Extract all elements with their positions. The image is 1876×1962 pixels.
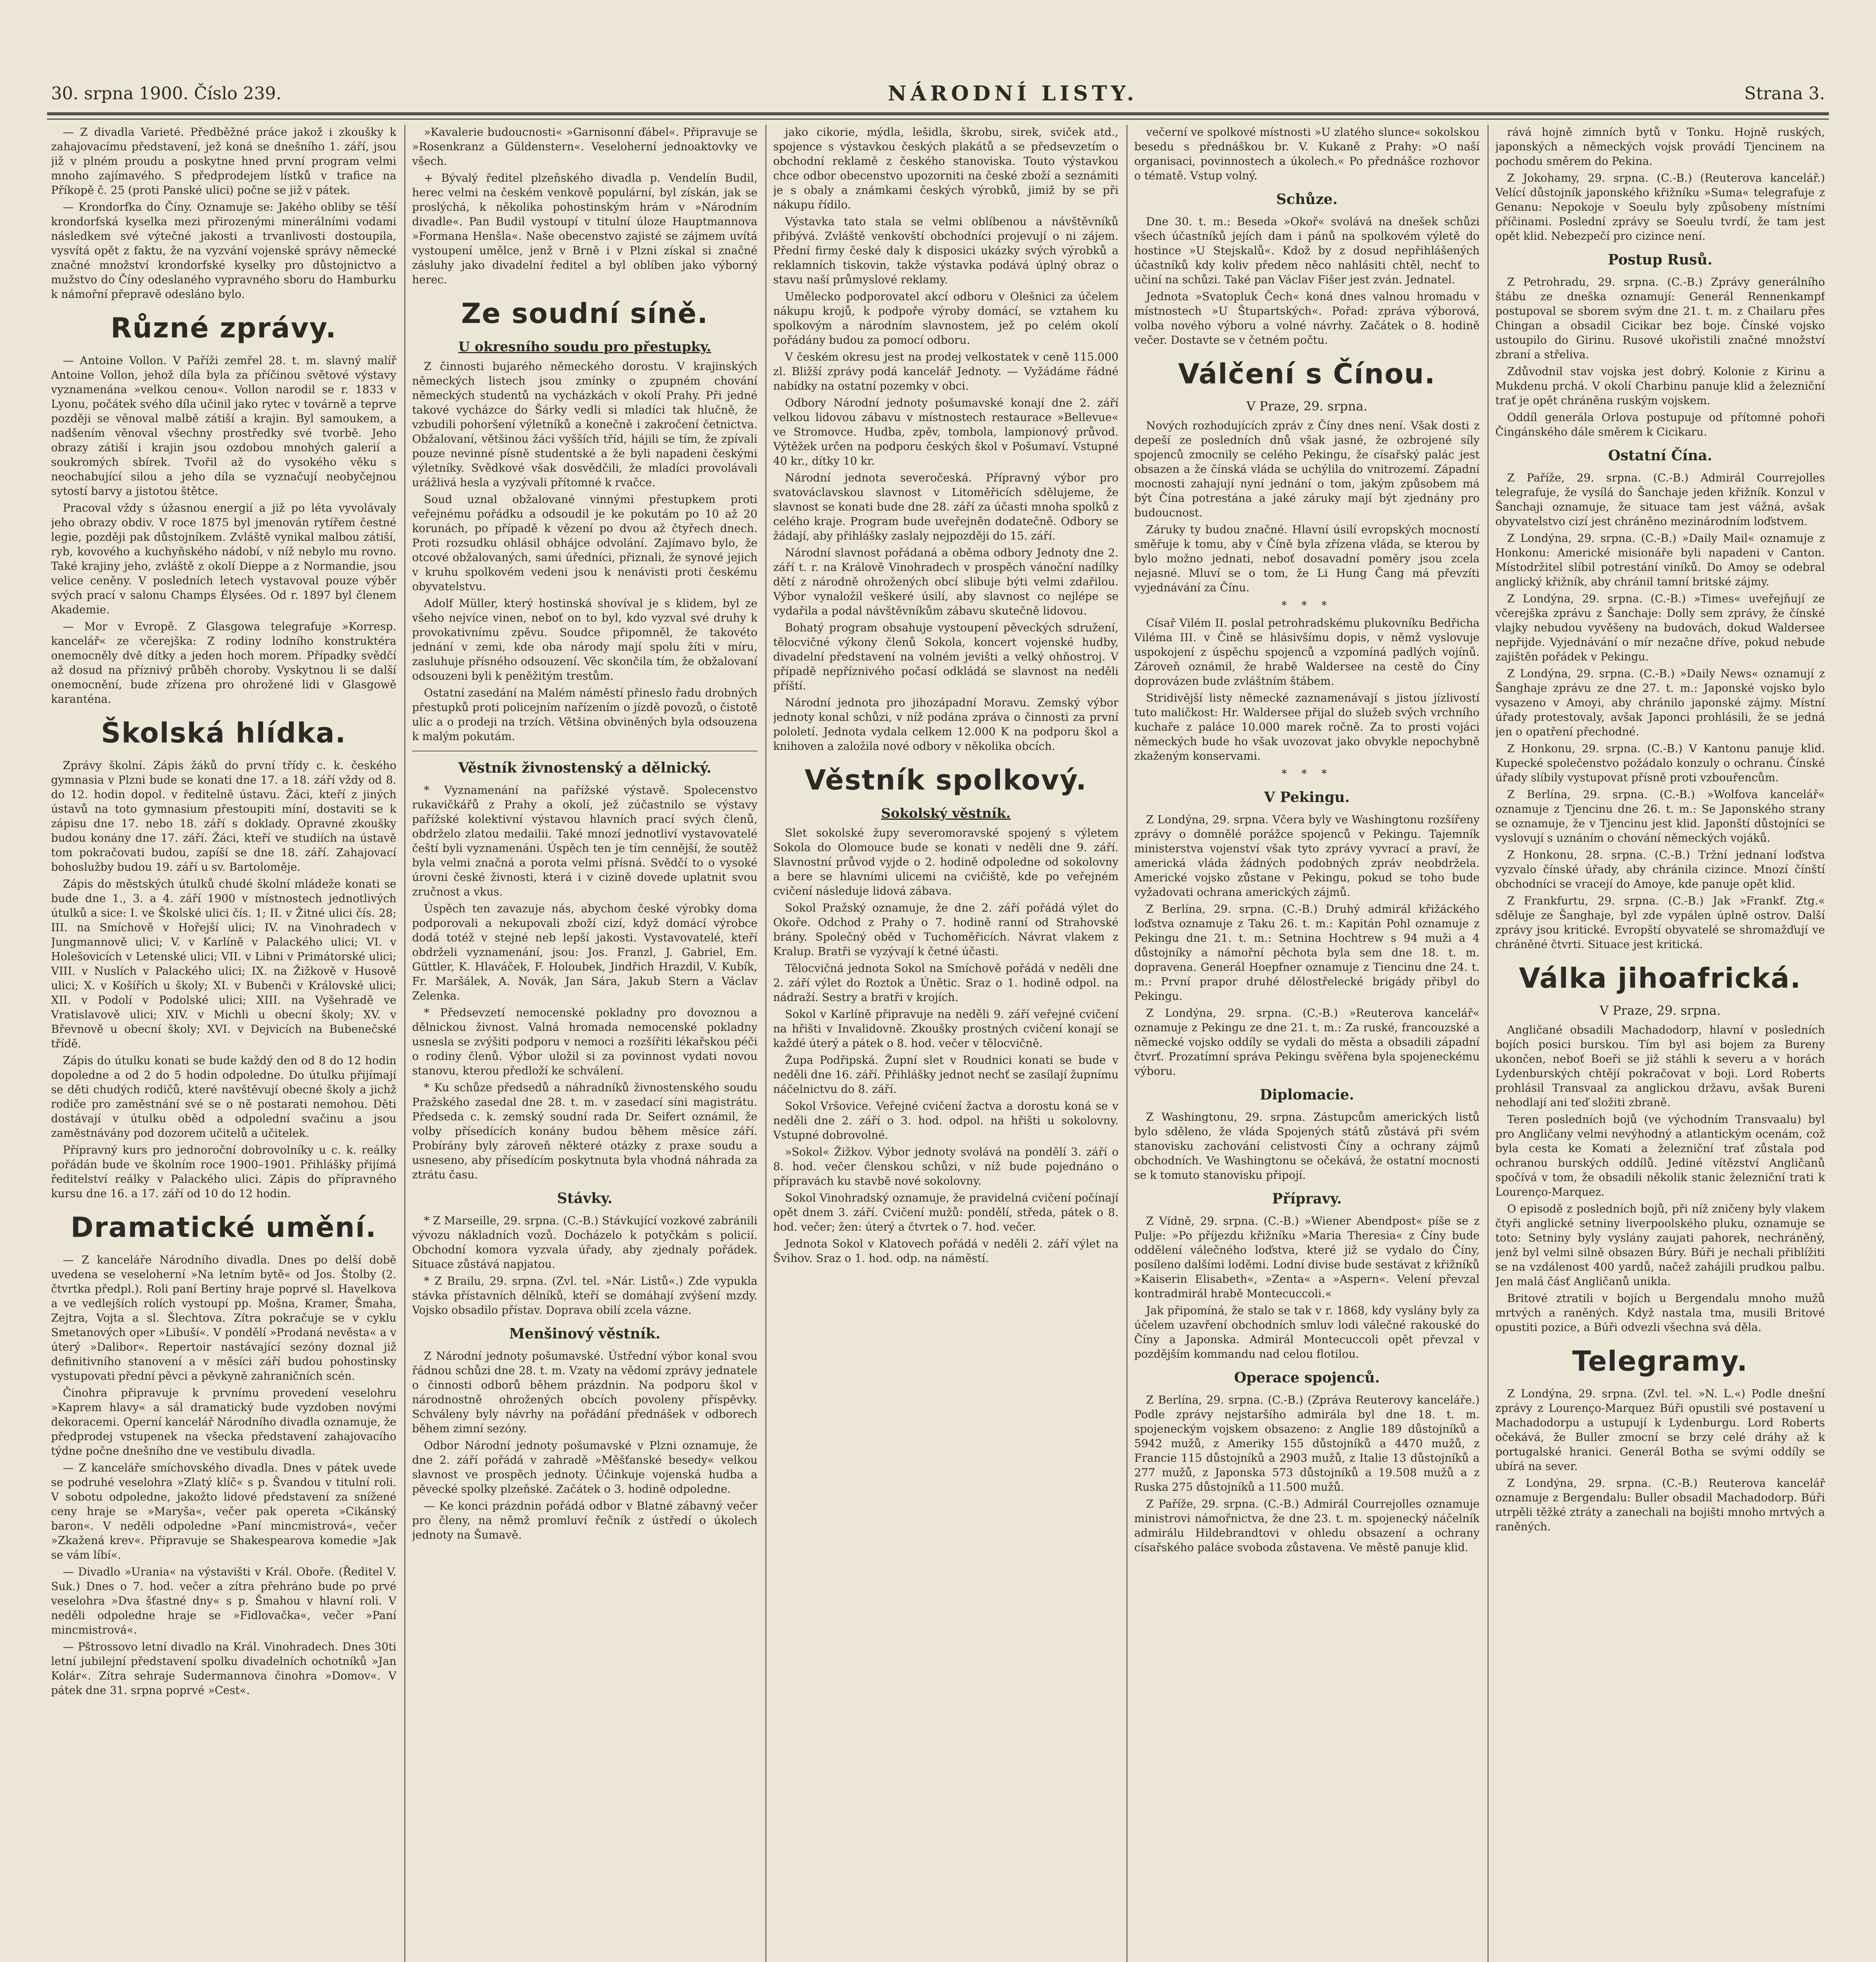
article-paragraph: Soud uznal obžalované vinnými přestupkem proti veřejnému pořádku a odsoudil je ke pokutám po 10 až 20 korunách, po případě k vězení po dvou až čtyřech dnech. Proti rozsudku ohlásil obhájce odvolání. Zajímavo bylo, že otcové obžalovaných, sami úředníci, přiznali, že synové jejich v kruhu spolkovém vedeni jsou k nenávisti proti českému obyvatelstvu. xyxy=(412,493,757,593)
article-paragraph: Adolf Müller, který hostinská shovíval je s klidem, byl ze všeho nejvíce vinen, neboť on to byl, kdo vyzval své druhy k provokativnímu zpěvu. Soudce připomněl, že takovéto jednání v zemi, kde oba národy mají spolu žíti v míru, zasluhuje přísného odsouzení. Věc skončila tím, že obžalovaní odsouzeni byli k peněžitým trestům. xyxy=(412,597,757,682)
subsection-heading: V Pekingu. xyxy=(1264,789,1350,806)
subsection-heading: Ostatní Čína. xyxy=(1608,447,1712,464)
article-paragraph: Z Národní jednoty pošumavské. Ústřední výbor konal svou řádnou schůzi dne 28. t. m. Vzaty na vědomí zprávy jednatele o činnosti odborů během prázdnin. Na podporu škol v národnostně ohrožených obcích povoleny příspěvky. Schváleny byly návrhy na pořádání přednášek v odborech během zimní sezóny. xyxy=(412,1349,757,1435)
article-paragraph: — Pštrossovo letní divadlo na Král. Vinohradech. Dnes 30ti letní jubilejní představení spolku divadelních ochotníků »Jan Kolár«. Zítra sehraje Sudermannova činohra »Domov«. V pátek dne 31. srpna poprvé »Cest«. xyxy=(51,1640,396,1697)
article-paragraph: Jak připomíná, že stalo se tak v r. 1868, kdy vyslány byly za účelem uzavření obchodních smluv lodi válečné rakouské do Číny a Japonska. Admirál Montecuccoli opět převzal v pozdějším kommandu nad celou flotilou. xyxy=(1134,1304,1480,1360)
rubric-heading: Sokolský věstník. xyxy=(881,806,1011,821)
article-paragraph: * Z Brailu, 29. srpna. (Zvl. tel. »Nár. Listů«.) Zde vypukla stávka přístavních dělníků, kteří se domáhají zvýšení mzdy. Vojsko obsadilo přístav. Doprava obilí zcela vázne. xyxy=(412,1275,757,1317)
article-paragraph: Sokol Vinohradský oznamuje, že pravidelná cvičení počínají opět dnem 3. září. Cvičení mužů: pondělí, středa, pátek o 8. hod. večer; žen: úterý a čtvrtek o 7. hod. večer. xyxy=(773,1191,1119,1233)
article-paragraph: Odbor Národní jednoty pošumavské v Plzni oznamuje, že dne 2. září pořádá v zahradě »Měšťanské besedy« velkou slavnost ve prospěch jednoty. Účinkuje vojenská hudba a pěvecké spolky plzeňské. Začátek o 3. hodině odpoledne. xyxy=(412,1439,757,1495)
subsection-heading: Přípravy. xyxy=(1272,1191,1342,1207)
issue-date: 30. srpna 1900. Číslo 239. xyxy=(51,83,282,104)
article-paragraph: rává hojně zimních bytů v Tonku. Hojně ruských, japonských a německých vojsk provádí Tjencinem na pochodu směrem do Pekina. xyxy=(1495,126,1825,168)
column-3 xyxy=(773,125,1119,1962)
article-paragraph: Z Londýna, 29. srpna. (C.-B.) »Daily News« oznamují z Šanghaje zprávu ze dne 27. t. m.: Japonské vojsko bylo vysazeno v Amoyi, aby chránilo japonské zájmy. Místní úřady protestovaly, avšak Japonci prohlásili, že se jedná jen o opatření přechodné. xyxy=(1495,667,1825,738)
section-heading: Válčení s Čínou. xyxy=(1178,358,1436,390)
article-paragraph: Umělecko podporovatel akcí odboru v Olešnici za účelem nákupu krojů, k podpoře výroby domácí, se vztahem ku spolkovým a národním slavnostem, jež po celém okolí pořádány budou za pomocí odboru. xyxy=(773,290,1119,346)
article-paragraph: Oddíl generála Orlova postupuje od přítomné pohoři Čingánského dále směrem k Cicikaru. xyxy=(1495,411,1825,438)
article-paragraph: — Ke konci prázdnin pořádá odbor v Blatné zábavný večer pro členy, na němž promluví řečník z ústředí o úkolech jednoty na Šumavě. xyxy=(412,1499,757,1541)
subsection-heading: Operace spojenců. xyxy=(1234,1369,1380,1386)
page-header xyxy=(51,78,1825,108)
article-paragraph: Z Londýna, 29. srpna. Včera byly ve Washingtonu rozšířeny zprávy o domnělé porážce spojenců v Pekingu. Tajemník ministerstva vojenství však tyto zprávy vyvrací a praví, že americká vláda žádných podobných zpráv neobdržela. Americké vojsko zůstane v Pekingu, pokud se toho bude vyžadovati ochrana amerických zájmů. xyxy=(1134,813,1480,899)
article-paragraph: — Mor v Evropě. Z Glasgowa telegrafuje »Korresp. kancelář« ze včerejška: Z rodiny lodního konstruktéra onemocněly dvě dítky a jeden hoch morem. Případky svědčí až dosud na příznivý průběh choroby. Vyskytnou li se další onemocnění, bude zřízena pro ohrožené lidi v Glasgowě karanténa. xyxy=(51,620,396,706)
section-heading: Dramatické umění. xyxy=(70,1211,377,1244)
article-paragraph: Britové ztratili v bojích u Bergendalu mnoho mužů mrtvých a raněných. Když nastala tma, musili Britové opustiti pozice, a Búři odvezli všechna svá děla. xyxy=(1495,1292,1825,1334)
article-paragraph: — Z divadla Varieté. Předběžné práce jakož i zkoušky k zahajovacímu představení, jež koná se dnešního 1. září, jsou již v plném proudu a poskytne hned první program velmi mnoho zajímavého. S předprodejem lístků v trafice na Příkopě č. 25 (proti Panské ulici) počne se již v pátek. xyxy=(51,126,396,197)
article-paragraph: Z Berlína, 29. srpna. (C.-B.) Druhý admirál křižáckého loďstva oznamuje z Taku 26. t. m.: Kapitán Pohl oznamuje z Pekingu dne 21. t. m.: Setnina Hochtrew s 94 muži a 4 důstojníky a námořní pěchota byla sem dne 18. t. m. dopravena. Generál Hoepfner oznamuje z Tiencinu dne 24. t. m.: První prapor druhé dělostřelecké brigády přibyl do Pekingu. xyxy=(1134,903,1480,1003)
article-paragraph: »Kavalerie budoucnosti« »Garnisonní ďábel«. Připravuje se »Rosenkranz a Güldenstern«. Veseloherní jednoaktovky ve všech. xyxy=(412,126,757,168)
column-divider xyxy=(404,125,405,1962)
article-paragraph: * Předsevzetí nemocenské pokladny pro dovoznou a dělnickou živnost. Valná hromada nemocenské pokladny usnesla se zvýšiti podporu v nemoci a rozšířiti lékařskou péči o rodiny členů. Výbor uložil si za povinnost vydati novou stanovu, kterou předloží ke schválení. xyxy=(412,1006,757,1077)
article-paragraph: Z Londýna, 29. srpna. (C.-B.) Reuterova kancelář oznamuje z Bergendalu: Buller obsadil Machadodorp. Búři utrpěli těžké ztráty a zanechali na bojišti mnoho mrtvých a raněných. xyxy=(1495,1477,1825,1533)
article-paragraph: »Sokol« Žižkov. Výbor jednoty svolává na pondělí 3. září o 8. hod. večer členskou schůzi, v níž bude pojednáno o přípravách ku stavbě nové sokolovny. xyxy=(773,1145,1119,1187)
article-paragraph: Angličané obsadili Machadodorp, hlavní v posledních bojích posici burskou. Tím byl asi bojem za Bureny ukončen, neboť Boeři se již stáhli k severu a v horách Lydenburských chtějí pokračovat v boji. Lord Roberts prohlásil Transvaal za anglickou državu, avšak Bureni nehodlají ani teď složiti zbraně. xyxy=(1495,1023,1825,1109)
column-divider xyxy=(765,125,766,1962)
section-heading: Věstník spolkový. xyxy=(805,764,1087,796)
page-number: Strana 3. xyxy=(1744,83,1825,104)
dateline: V Praze, 29. srpna. xyxy=(1246,399,1368,414)
article-paragraph: Sokol v Karlíně připravuje na neděli 9. září veřejné cvičení na hřišti v Invalidovně. Zkoušky prostných cvičení konají se každé úterý a pátek o 8. hod. večer v tělocvičně. xyxy=(773,1008,1119,1050)
article-paragraph: * Vyznamenání na pařížské výstavě. Spolecenstvo rukavičkářů z Prahy a okolí, jež zúčastnilo se výstavy pařížské kolektivní výstavou hlavních prací svých členů, obdrželo zlatou medailii. Také mnozí jednotliví vystavovatelé čeští byli vyznamenáni. Úspěch ten je tím cennější, že soutěž byla velmi značná a porota velmi přísná. Svědčí to o vysoké úrovni české živnosti, která i v cizině dovede uplatnit svou zručnost a vkus. xyxy=(412,784,757,898)
header-rule-thin xyxy=(47,119,1829,120)
dateline: V Praze, 29. srpna. xyxy=(1599,1003,1721,1018)
article-paragraph: Teren posledních bojů (ve východním Transvaalu) byl pro Angličany velmi nevýhodný a atlantickým ocenám, což byla cesta ke Komati a železniční trať zůstala pod ochranou burských oddílů. Jediné vítězství Angličanů spočívá v tom, že obsadili několik stanic železniční trati k Lourenço-Marquez. xyxy=(1495,1113,1825,1198)
article-paragraph: Odbory Národní jednoty pošumavské konají dne 2. září velkou lidovou zábavu v místnostech restaurace »Bellevue« ve Stromovce. Hudba, zpěv, tombola, lampionový průvod. Výtěžek určen na podporu českých škol v Pošumaví. Vstupné 40 kr., dítky 10 kr. xyxy=(773,396,1119,467)
article-paragraph: * Ku schůze předsedů a náhradníků živnostenského soudu Pražského zasedal dne 28. t. m. v zasedací síni magistrátu. Předseda c. k. zemský soudní rada Dr. Seifert oznámil, že volby přísedících konány budou během měsíce září. Probírány byly zároveň některé otázky z praxe soudu a usneseno, aby přísedícím poskytnuta byla vhodná náhrada za ztrátu času. xyxy=(412,1081,757,1181)
article-paragraph: Činohra připravuje k prvnímu provedení veselohru »Kaprem hlavy« a sál dramatický bude vyzdoben novými dekoracemi. Operní kancelář Národního divadla oznamuje, že předprodej vstupenek na všecka představení zahajovacího týdne počne dnešního dne ve vestibulu divadla. xyxy=(51,1386,396,1457)
article-paragraph: — Antoine Vollon. V Paříži zemřel 28. t. m. slavný malíř Antoine Vollon, jehož díla byla za příčinou světové výstavy vyznamenána »velkou cenou«. Vollon narodil se r. 1833 v Lyonu, počátek svého díla učinil jako rytec v továrně a teprve později se věnoval malbě zátiší a krajin. Byl samoukem, a nadšením věnoval všechny prostředky své tvorbě. Jeho obrazy zátiší i krajin jsou ozdobou mnohých galerií a soukromých sbírek. Tvořil až do vysokého věku s neochabující silou a jeho díla se vyznačují neobyčejnou sytostí barvy a jistotou štětce. xyxy=(51,354,396,498)
article-paragraph: O episodě z posledních bojů, při níž zničeny byly vlakem čtyři anglické setniny liverpoolského pluku, oznamuje se toto: Setniny byly vyslány zaujati pahorek, nechráněný, jenž byl velmi silně obsazen Búry. Búři je nechali přiblížiti se na vzdálenost 400 yardů, načež zahájili prudkou palbu. Jen malá čásť Angličanů unikla. xyxy=(1495,1202,1825,1288)
section-heading: Školská hlídka. xyxy=(101,717,347,749)
header-rule xyxy=(47,112,1829,115)
article-paragraph: V českém okresu jest na prodej velkostatek v ceně 115.000 zl. Bližší zprávy podá kancelář Jednoty. — Vyžádáme řádné nabídky na ostatní pozemky v obci. xyxy=(773,350,1119,392)
article-paragraph: Z Washingtonu, 29. srpna. Zástupcům amerických listů bylo sděleno, že vláda Spojených států zůstává při svém stanovisku zachování celistvosti Číny a ochrany zájmů obchodních. Ve Washingtonu se očekává, že ostatní mocnosti se k tomuto stanovisku připojí. xyxy=(1134,1110,1480,1182)
article-paragraph: Národní jednota severočeská. Přípravný výbor pro svatováclavskou slavnost v Litoměřicích sdělujeme, že slavnost se konati bude dne 28. září za účasti mnoha spolků z celého kraje. Program bude uveřejněn dodatečně. Odbory se žádají, aby přihlášky zaslaly nejpozději do 15. září. xyxy=(773,471,1119,542)
section-separator: * * * xyxy=(1281,767,1332,780)
article-paragraph: Tělocvičná jednota Sokol na Smíchově pořádá v neděli dne 2. září výlet do Roztok a Únětic. Sraz o 1. hodině odpol. na nádraží. Sestry a bratři v krojích. xyxy=(773,962,1119,1004)
article-paragraph: Zápis do městských útulků chudé školní mládeže konati se bude dne 1., 3. a 4. září 1900 v místnostech jednotlivých útulků a sice: I. ve Školské ulici čís. 1; II. v Žitné ulici čís. 28; III. na Smíchově v Hořejší ulici; IV. na Vinohradech v Jungmannově ulici; V. v Karlíně v Palackého ulici; VI. v Holešovicích v Letenské ulici; VII. v Libni v Primátorské ulici; VIII. v Nuslích v Palackého ulici; IX. na Žižkově v Husově ulici; X. v Košířích u školy; XI. v Bubenči v Královské ulici; XII. v Podolí v Podolské ulici; XIII. na Vyšehradě ve Vratislavově ulici; XIV. v Michli u obecní školy; XV. v Břevnově u obecní školy; XVI. v Dejvicích na Bubenečské třídě. xyxy=(51,877,396,1050)
article-paragraph: Jednota »Svatopluk Čech« koná dnes valnou hromadu v místnostech »U Štupartských«. Pořad: zpráva výborová, volba nového výboru a volné návrhy. Začátek o 8. hodině večer. Dostavte se v četném počtu. xyxy=(1134,290,1480,346)
article-paragraph: * Z Marseille, 29. srpna. (C.-B.) Stávkující vozkové zabránili vývozu nákladních vozů. Docházelo k potyčkám s policií. Obchodní komora vyzvala úřady, aby zjednaly pořádek. Situace zůstává napjatou. xyxy=(412,1214,757,1271)
article-paragraph: jako cikorie, mýdla, lešidla, škrobu, sirek, sviček atd., spojence s výstavkou českých plakátů a se předsevzetím o obchodní reklamě z českého stanoviska. Touto výstavkou chce odbor obecenstvo upozorniti na české zboží a seznámiti je s obaly a známkami českých výrobků, jimiž by se při nákupu řídilo. xyxy=(773,126,1119,211)
article-paragraph: Národní slavnost pořádaná a oběma odbory Jednoty dne 2. září t. r. na Králově Vinohradech v prospěch vánoční nadílky dětí z národně ohrožených obcí slibuje býti velmi zdařilou. Výbor vynaložil veškeré úsilí, aby slavnost co nejlépe se vydařila a podal návštěvníkům zábavu skutečně lidovou. xyxy=(773,546,1119,617)
article-paragraph: Ostatní zasedání na Malém náměstí přineslo řadu drobných přestupků proti policejním nařízením o jízdě povozů, o čistotě ulic a o prodeji na trzích. Většina obviněných byla odsouzena k malým pokutám. xyxy=(412,686,757,743)
article-paragraph: Sokol Vršovice. Veřejné cvičení žactva a dorostu koná se v neděli dne 2. září o 3. hod. odpol. na hřišti u sokolovny. Vstupné dobrovolné. xyxy=(773,1100,1119,1141)
column-divider xyxy=(1126,125,1128,1962)
article-paragraph: Stridivější listy německé zaznamenávají s jistou jízlivostí tuto maličkost: Hr. Waldersee přijal do služeb svých vrchního kuchaře z paláce 10.000 marek ročně. Za to prosti vojáci německých bude ho však uvozovat jako obvykle nepochybně zkaženým konservami. xyxy=(1134,691,1480,762)
article-paragraph: večerní ve spolkové místnosti »U zlatého slunce« sokolskou besedu s přednáškou br. V. Kukaně z Prahy: »O naší organisaci, povinnostech a úkolech.« Po přednášce rozhovor o tématě. Vstup volný. xyxy=(1134,126,1480,182)
article-paragraph: Přípravný kurs pro jednoroční dobrovolníky u c. k. reálky pořádán bude ve školním roce 1900–1901. Přihlášky přijímá ředitelství reálky v Palackého ulici. Zápis do přípravného kursu dne 16. a 17. září od 10 do 12 hodin. xyxy=(51,1143,396,1200)
article-paragraph: Národní jednota pro jihozápadní Moravu. Zemský výbor jednoty konal schůzi, v níž podána zpráva o činnosti za první pololetí. Jednota vydala celkem 12.000 K na podporu škol a knihoven a založila nové odbory v několika obcích. xyxy=(773,696,1119,753)
article-paragraph: Z Vídně, 29. srpna. (C.-B.) »Wiener Abendpost« píše se z Pulje: »Po příjezdu křižníku »Maria Theresia« z Číny bude oddělení válečného loďstva, které již se vydalo do Číny, posíleno dalšími loděmi. Lodní divise bude sestávat z křižníků »Kaiserin Elisabeth«, »Zenta« a »Aspern«. Velení převzal kontradmirál hrabě Montecuccoli.« xyxy=(1134,1214,1480,1300)
article-paragraph: Z Jokohamy, 29. srpna. (C.-B.) (Reuterova kancelář.) Velící důstojník japonského křižníku »Suma« telegrafuje z Genanu: Nepokoje v Soeulu byly způsobeny místními příčinami. Poslední zprávy se Soeulu tvrdí, že tam jest opět klid. Nebezpečí pro cizince není. xyxy=(1495,171,1825,243)
article-paragraph: Z Londýna, 29. srpna. (Zvl. tel. »N. L.«) Podle dnešní zprávy z Lourenço-Marquez Búři opustili své postavení u Machadodorpu a ustupují k Lydenburgu. Lord Roberts očekává, že Buller zmocní se brzy celé dráhy až k portugalské hranici. Generál Botha se svými oddíly se ubírá na sever. xyxy=(1495,1387,1825,1473)
section-heading: Ze soudní síně. xyxy=(461,297,709,330)
article-paragraph: Zápis do útulku konati se bude každý den od 8 do 12 hodin dopoledne a od 2 do 5 hodin odpoledne. Do útulku přijímají se děti chudých rodičů, které navštěvují obecné školy a jichž rodiče pro zaměstnání své se o ně postarati nemohou. Děti dostávají v útulku oběd a odpolední svačinu a jsou zaměstnávány pod dozorem učitelů a učitelek. xyxy=(51,1054,396,1140)
article-paragraph: Úspěch ten zavazuje nás, abychom české výrobky doma podporovali a nekupovali zboží cizí, když domácí výrobce dodá totéž v stejné neb lepší jakosti. Vystavovatelé, kteří obdrželi vyznamenání, jsou: Jos. Franzl, J. Gabriel, Em. Güttler, K. Hlaváček, F. Holoubek, Jindřich Hrazdil, V. Kubík, Fr. Maršálek, A. Novák, Jan Sára, Jakub Stern a Václav Zelenka. xyxy=(412,902,757,1002)
article-paragraph: Sokol Pražský oznamuje, že dne 2. září pořádá výlet do Okoře. Odchod z Prahy o 7. hodině ranní od Strahovské brány. Společný oběd v Tuchoměřicích. Návrat vlakem z Kralup. Bratři se vyzývají k četné účasti. xyxy=(773,901,1119,958)
article-paragraph: Záruky ty budou značné. Hlavní úsilí evropských mocností směřuje k tomu, aby v Číně byla zřízena vláda, se kterou by bylo možno jednati, neboť dosavadní poměry jsou zcela nejasné. Mluví se o tom, že Li Hung Čang má převzíti vyjednávání za Čínu. xyxy=(1134,523,1480,594)
subsection-heading: Stávky. xyxy=(557,1190,613,1207)
section-heading: Telegramy. xyxy=(1572,1345,1748,1377)
rubric-heading: U okresního soudu pro přestupky. xyxy=(458,339,712,355)
column-5 xyxy=(1495,125,1825,1962)
article-paragraph: — Divadlo »Urania« na výstavišti v Král. Oboře. (Ředitel V. Suk.) Dnes o 7. hod. večer a zítra přehráno bude po prvé veselohra »Dva šťastné dny« s p. Šmahou v hlavní roli. V neděli odpoledne hraje se »Fidlovačka«, večer »Paní mincmistrová«. xyxy=(51,1565,396,1636)
subsection-heading: Menšinový věstník. xyxy=(509,1326,661,1342)
article-paragraph: — Z kanceláře smíchovského divadla. Dnes v pátek uvede se podruhé veselohra »Zlatý klíč« s p. Švandou v titulní roli. V sobotu odpoledne, jakožto lidové představení za snížené ceny hraje se »Maryša«, večer pak opereta »Cikánský baron«. V neděli odpoledne »Paní mincmistrová«, večer »Zkažená krev«. Připravuje se Shakespearova komedie »Jak se vám líbí«. xyxy=(51,1461,396,1561)
article-paragraph: — Krondorfka do Číny. Oznamuje se: Jakého obliby se těší krondorfská kyselka mezi přirozenými minerálními vodami následkem své výtečné jakosti a trvanlivosti dostoupila, vysvítá opět z faktu, že na vyzvání vojenské správy německé značné množství krondorfské kyselky pro důstojnictvo a mužstvo do Číny odeslaného vypravného sboru do Hamburku k námořní přepravě odesláno bylo. xyxy=(51,201,396,301)
article-paragraph: Výstavka tato stala se velmi oblíbenou a návštěvníků přibývá. Zvláště venkovští obchodníci projevují o ni zájem. Přední firmy české daly k disposici ukázky svých výrobků a reklamních tiskovin, takže výstavka podává úplný obraz o stavu naší průmyslové reklamy. xyxy=(773,215,1119,286)
article-paragraph: Z Londýna, 29. srpna. (C.-B.) »Daily Mail« oznamuje z Honkonu: Americké misionáře byli napadeni v Canton. Místodržitel slíbil potrestání viníků. Do Amoy se odebral anglický křižník, aby chránil tamní britské zájmy. xyxy=(1495,532,1825,588)
article-paragraph: Pracoval vždy s úžasnou energií a již po léta vyvolávaly jeho obrazy obdiv. V roce 1875 byl jmenován rytířem čestné legie, později pak důstojníkem. Zvláště vynikal malbou zátiší, ryb, kovového a kuchyňského nádobí, v níž nebylo mu rovno. Také krajiny jeho, zvláště z okolí Dieppe a z Normandie, jsou velice ceněny. V posledních letech vystavoval pouze výběr svých prací v salonu Champs Élysées. Od r. 1897 byl členem Akademie. xyxy=(51,501,396,616)
article-paragraph: Dne 30. t. m.: Beseda »Okoř« svolává na dnešek schůzi všech účastníků jejích dam i pánů na spolkovém výletě do hostince »U Stejskalů«. Kdož by z dosud nepřihlášených účastníků kdy koliv předem něco nahlásiti chtěl, nechť to učiní na schůzi. Také pan Václav Fišer jest zván. Jednatel. xyxy=(1134,215,1480,286)
masthead-title: NÁRODNÍ LISTY. xyxy=(888,81,1138,106)
article-paragraph: Z Londýna, 29. srpna. (C.-B.) »Times« uveřejňují ze včerejška zprávu z Šanchaje: Dolly sem zprávy, že čínské vlajky nebudou vyvěšeny na budovách, dokud Waldersee nepřijde. Vyjednávání o mír nezačne dříve, pokud nebude zajištěn pořádek v Pekingu. xyxy=(1495,592,1825,663)
article-paragraph: Bohatý program obsahuje vystoupení pěveckých sdružení, tělocvičné výkony členů Sokola, koncert vojenské hudby, divadelní představení na volném jevišti a velký ohňostroj. V případě nepříznivého počasí odkládá se slavnost na neděli příští. xyxy=(773,621,1119,692)
article-paragraph: Nových rozhodujících zpráv z Číny dnes není. Však dosti z depeší ze posledních dnů však jasné, že ozbrojené síly spojenců zmocnily se celého Pekingu, že císařský palác jest obsazen a že čínská vláda se uchýlila do vnitrozemí. Západní mocnosti zahajují nyní jednání o tom, jakým způsobem má být Čína potrestána a jaké záruky mají být zjednány pro budoucnost. xyxy=(1134,419,1480,519)
article-paragraph: Z Berlína, 29. srpna. (C.-B.) (Zpráva Reuterovy kanceláře.) Podle zprávy nejstaršího admirála byl dne 18. t. m. spojeneckým vojskem obsazeno: z Anglie 189 důstojníků a 5942 mužů, z Ameriky 155 důstojníků a 4470 mužů, z Francie 115 důstojníků a 2903 mužů, z Italie 13 důstojníků a 277 mužů, z Japonska 573 důstojníků a 19.508 mužů a z Ruska 275 důstojníků a 11.500 mužů. xyxy=(1134,1393,1480,1493)
article-paragraph: Z Paříže, 29. srpna. (C.-B.) Admirál Courrejolles oznamuje ministrovi námořnictva, že dne 23. t. m. spojenecký náčelník admirálu Hildebrandtovi v ohledu obsazení a ochrany císařského paláce svoboda zůstavena. Ve městě panuje klid. xyxy=(1134,1497,1480,1554)
article-paragraph: Z Berlína, 29. srpna. (C.-B.) »Wolfova kancelář« oznamuje z Tjencinu dne 26. t. m.: Se Japonského strany se oznamuje, že v Tjencinu jest klid. Japonští důstojníci se vyslovují s uznáním o chování německých vojáků. xyxy=(1495,788,1825,844)
article-paragraph: Císař Vilém II. poslal petrohradskému plukovníku Bedřicha Viléma III. v Čině se hlásivšímu dopis, v němž vyslovuje uspokojení z úspěchu spojenců a vzpomíná padlých vojínů. Zároveň oznámil, že hrabě Waldersee na cestě do Číny doprovázen bude zvláštním štábem. xyxy=(1134,616,1480,687)
article-paragraph: Z činnosti bujarého německého dorostu. V krajinských německých listech jsou zmínky o zpupném chování německých studentů na vycházkách v okolí Prahy. Při jedné takové vycházce do Šárky vedli si mladíci tak hlučně, že vzbudili pohoršení výletníků a konečně i zakročení četnictva. Obžalovaní, většinou žáci vyšších tříd, hájili se tím, že zpívali pouze nevinné písně studentské a že byli napadeni českými výletníky. Svědkové však dosvědčili, že mladíci provolávali urážlivá hesla a vyzývali přítomné k rvačce. xyxy=(412,360,757,489)
article-paragraph: Z Frankfurtu, 29. srpna. (C.-B.) Jak »Frankf. Ztg.« sděluje ze Šanghaje, byl zde vypálen úplně ostrov. Další zprávy jsou kritické. Evropští obyvatelé se shromažďují ve chráněné čtvrti. Situace jest kritická. xyxy=(1495,894,1825,951)
section-heading: Různé zprávy. xyxy=(110,312,337,344)
subsection-heading: Věstník živnostenský a dělnický. xyxy=(458,760,712,776)
section-separator: * * * xyxy=(1281,599,1332,612)
column-1 xyxy=(51,125,396,1962)
subsection-heading: Postup Rusů. xyxy=(1608,252,1712,268)
column-2 xyxy=(412,125,757,1962)
article-paragraph: Župa Podřipská. Župní slet v Roudnici konati se bude v neděli dne 16. září. Přihlášky jednot nechť se zasílají župnímu náčelnictvu do 8. září. xyxy=(773,1054,1119,1096)
article-paragraph: + Bývalý ředitel plzeňského divadla p. Vendelín Budil, herec velmi na českém venkově populární, byl získán, jak se proslýchá, k několika pohostinským hrám v »Národním divadle«. Pan Budil vystoupí v titulní úloze Hauptmannova »Formana Henšla«. Naše obecenstvo zajisté se zájmem uvítá vystoupení umělce, jenž v Brně i v Plzni získal si značné zásluhy jako divadelní ředitel a byl oblíben jako výborný herec. xyxy=(412,171,757,286)
article-paragraph: Z Honkonu, 28. srpna. (C.-B.) Tržní jednaní loďstva vyzvalo čínské úřady, aby chránila cizince. Mnozí čínští obchodníci se vracejí do Amoye, kde panuje opět klid. xyxy=(1495,848,1825,890)
article-paragraph: Zdůvodnil stav vojska jest dobrý. Kolonie z Kirinu a Mukdenu prchá. V okolí Charbinu panuje klid a železniční trať je opět chráněna ruským vojskem. xyxy=(1495,365,1825,407)
article-paragraph: Z Honkonu, 29. srpna. (C.-B.) V Kantonu panuje klid. Kupecké společenstvo požádalo konzuly o ochranu. Čínské úřady slíbily vystupovat přísně proti vzbouřencům. xyxy=(1495,742,1825,784)
article-paragraph: Z Petrohradu, 29. srpna. (C.-B.) Zprávy generálního štábu ze dneška oznamují: Generál Rennenkampf postupoval se sborem svým dne 21. t. m. z Chailaru přes Chingan a obsadil Cicikar bez boje. Čínské vojsko ustoupilo do Girinu. Rusové ukořistili značné množství zbraní a střeliva. xyxy=(1495,275,1825,361)
article-paragraph: Z Paříže, 29. srpna. (C.-B.) Admirál Courrejolles telegrafuje, že vysílá do Šanchaje jeden křižník. Konzul v Šanchaji oznamuje, že situace tam jest vážná, avšak obyvatelstvo cizí jest chráněno mezinárodním loďstvem. xyxy=(1495,471,1825,528)
article-paragraph: — Z kanceláře Národního divadla. Dnes po delší době uvedena se veseloherní »Na letním bytě« od Jos. Štolby (2. čtvrtka předpl.). Roli paní Bertiny hraje poprvé sl. Havelkova a ve vedlejších rolích vystoupí pp. Mošna, Kramer, Šmaha, Zejtra, Vojta a sl. Šlechtova. Zítra pokračuje se v cyklu Smetanových oper »Libuší«. V pondělí »Prodaná nevěsta« a v úterý »Dalibor«. Repertoir nastávající sezóny doznal již definitivního stanovení a v měsíci září budou pohostinsky vystupovati přední pěvci a pěvkyně zahraničních scén. xyxy=(51,1253,396,1382)
article-paragraph: Z Londýna, 29. srpna. (C.-B.) »Reuterova kancelář« oznamuje z Pekingu ze dne 21. t. m.: Za ruské, francouzské a německé vojsko oddíly se vydali do města a obsadili západní čtvrť. Prozatímní správa Pekingu svěřena byla spojeneckému výboru. xyxy=(1134,1007,1480,1078)
subsection-heading: Diplomacie. xyxy=(1259,1087,1354,1103)
article-paragraph: Zprávy školní. Zápis žáků do první třídy c. k. českého gymnasia v Plzni bude se konati dne 17. a 18. září vždy od 8. do 12. hodin dopol. v ředitelně ústavu. Žáci, kteří z jiných ústavů na toto gymnasium přestoupiti míní, dostaviti se k zápisu dne 17. nebo 18. září s doklady. Opravné zkoušky budou konány dne 17. září. Žáci, kteří ve studiích na ústavě tom pokračovati budou, zapíší se dne 18. září. Zahajovací bohoslužby budou 19. září u sv. Bartoloměje. xyxy=(51,759,396,873)
subsection-heading: Schůze. xyxy=(1276,191,1338,208)
column-4 xyxy=(1134,125,1480,1962)
column-divider xyxy=(1487,125,1489,1962)
article-paragraph: Jednota Sokol v Klatovech pořádá v neděli 2. září výlet na Švihov. Sraz o 1. hod. odp. na náměstí. xyxy=(773,1237,1119,1265)
article-paragraph: Slet sokolské župy severomoravské spojený s výletem Sokola do Olomouce bude se konati v neděli dne 9. září. Slavnostní průvod vyjde o 2. hodině odpoledne od sokolovny a bere se hlavními ulicemi na cvičiště, kde po veřejném cvičení následuje lidová zábava. xyxy=(773,826,1119,897)
section-heading: Válka jihoafrická. xyxy=(1519,962,1801,994)
